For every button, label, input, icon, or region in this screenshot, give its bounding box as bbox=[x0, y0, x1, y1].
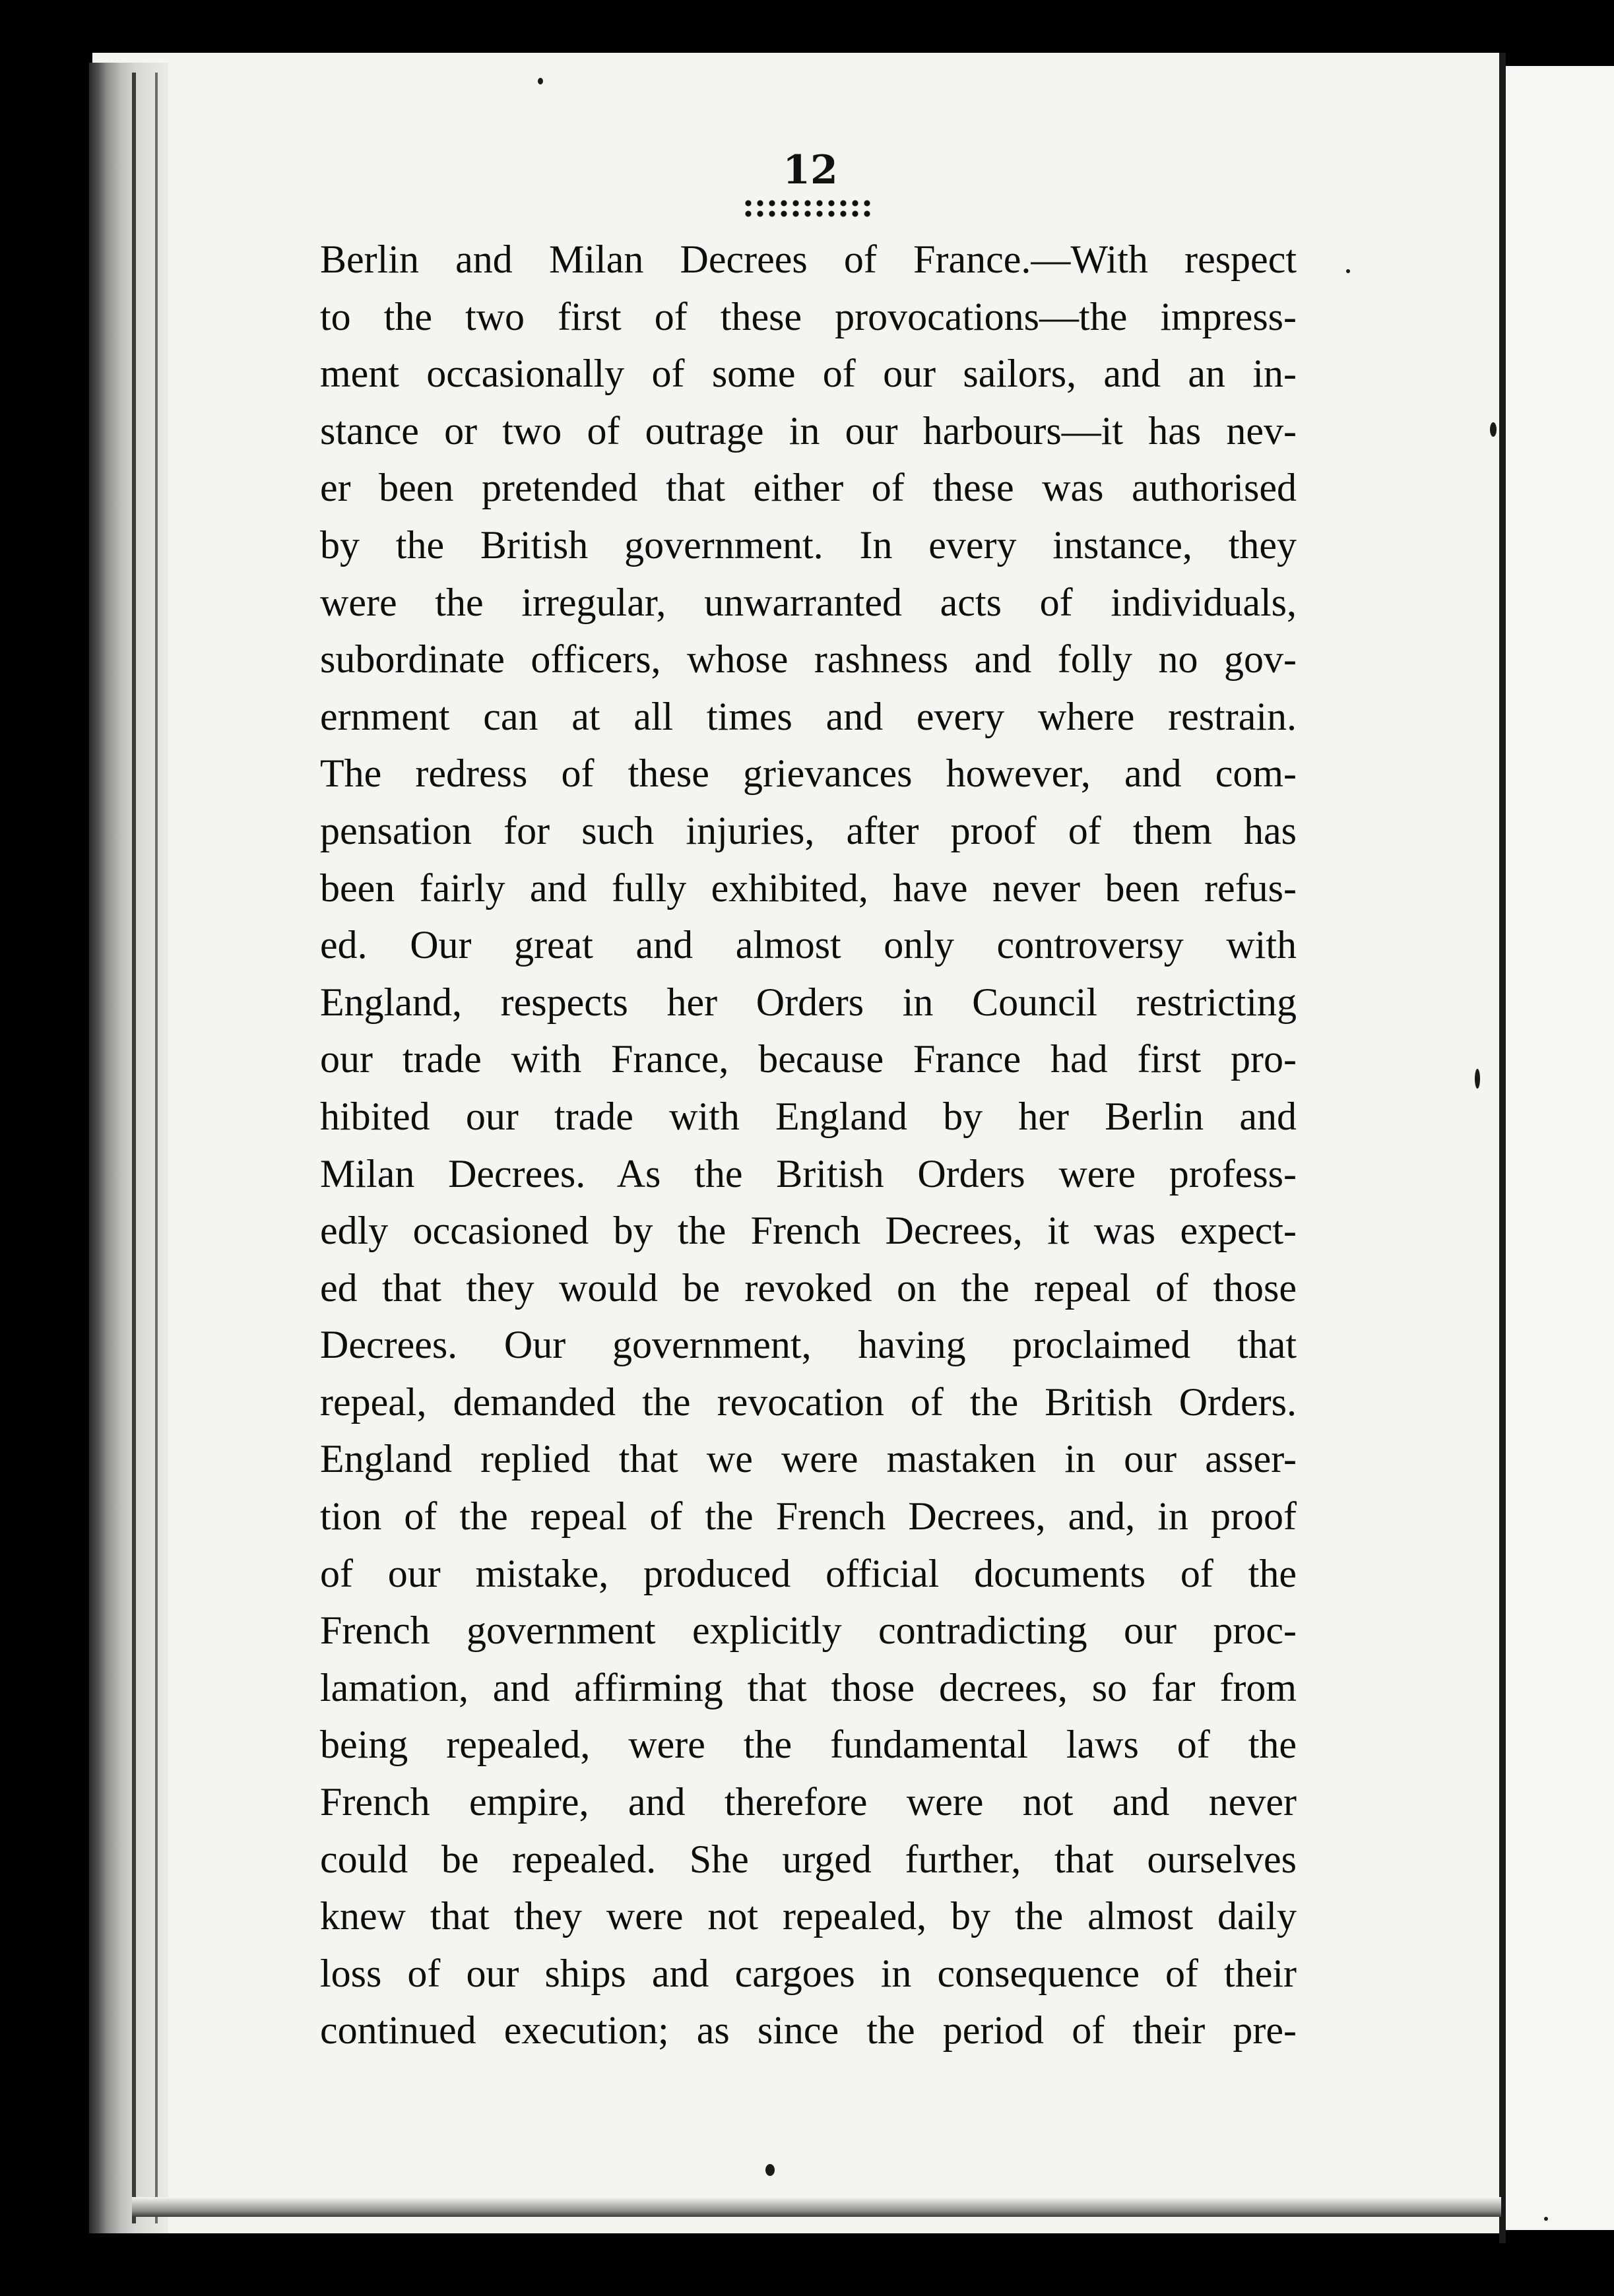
text-line: England, respects her Orders in Council restricting bbox=[320, 980, 1297, 1024]
text-line: knew that they were not repealed, by the almost daily bbox=[320, 1894, 1297, 1938]
text-line: tion of the repeal of the French Decrees, and, in proof bbox=[320, 1494, 1297, 1539]
text-line: been fairly and fully exhibited, have never been refus- bbox=[320, 866, 1297, 910]
text-line: The redress of these grievances however, and com- bbox=[320, 751, 1297, 796]
ink-speck bbox=[538, 78, 543, 84]
text-line: to the two first of these provocations—the impress- bbox=[320, 294, 1297, 338]
text-line: ment occasionally of some of our sailors, and an in- bbox=[320, 352, 1297, 396]
binding-edge-line bbox=[132, 73, 136, 2223]
text-line: loss of our ships and cargoes in consequence of their bbox=[320, 1951, 1297, 1995]
text-line: French government explicitly contradicting our proc- bbox=[320, 1609, 1297, 1653]
text-line: repeal, demanded the revocation of the British Orders. bbox=[320, 1380, 1297, 1424]
text-line: could be repealed. She urged further, that ourselves bbox=[320, 1837, 1297, 1881]
ink-speck bbox=[1475, 1069, 1480, 1089]
text-line: of our mistake, produced official documents of the bbox=[320, 1551, 1297, 1595]
text-line: being repealed, were the fundamental laws of the bbox=[320, 1723, 1297, 1767]
page-bottom-shadow bbox=[132, 2197, 1501, 2217]
ink-speck bbox=[1346, 269, 1350, 273]
text-line: were the irregular, unwarranted acts of individuals, bbox=[320, 580, 1297, 624]
text-line: hibited our trade with England by her Berlin and bbox=[320, 1094, 1297, 1138]
facing-page-margin bbox=[1506, 66, 1614, 2230]
ink-speck bbox=[1544, 2217, 1548, 2221]
text-line: England replied that we were mastaken in our asser- bbox=[320, 1437, 1297, 1481]
text-line: er been pretended that either of these was authorised bbox=[320, 466, 1297, 510]
text-line: Milan Decrees. As the British Orders were profess- bbox=[320, 1151, 1297, 1196]
text-line: continued execution; as since the period of their pre- bbox=[320, 2008, 1297, 2053]
text-line: stance or two of outrage in our harbours—it has nev- bbox=[320, 408, 1297, 453]
page-number: 12 bbox=[783, 147, 838, 193]
ink-speck bbox=[1490, 422, 1497, 437]
text-line: pensation for such injuries, after proof of them has bbox=[320, 808, 1297, 852]
text-line: French empire, and therefore were not and never bbox=[320, 1780, 1297, 1824]
text-line: edly occasioned by the French Decrees, it was expect- bbox=[320, 1209, 1297, 1253]
text-line: Berlin and Milan Decrees of France.—With respect bbox=[320, 238, 1297, 281]
binding-edge-line-inner bbox=[155, 73, 158, 2223]
page-header bbox=[0, 147, 1614, 193]
header-ornament-rule bbox=[742, 198, 874, 219]
page-right-edge bbox=[1499, 53, 1506, 2243]
text-line: ernment can at all times and every where restrain. bbox=[320, 694, 1297, 738]
text-line: our trade with France, because France had first pro- bbox=[320, 1037, 1297, 1081]
text-line: ed. Our great and almost only controversy with bbox=[320, 923, 1297, 967]
ink-speck bbox=[765, 2164, 775, 2176]
text-line: by the British government. In every instance, they bbox=[320, 523, 1297, 567]
text-line: Decrees. Our government, having proclaimed that bbox=[320, 1323, 1297, 1367]
body-text bbox=[320, 231, 1297, 2059]
text-line: lamation, and affirming that those decrees, so far from bbox=[320, 1665, 1297, 1709]
text-line: ed that they would be revoked on the repeal of those bbox=[320, 1265, 1297, 1310]
text-line: subordinate officers, whose rashness and folly no gov- bbox=[320, 637, 1297, 682]
